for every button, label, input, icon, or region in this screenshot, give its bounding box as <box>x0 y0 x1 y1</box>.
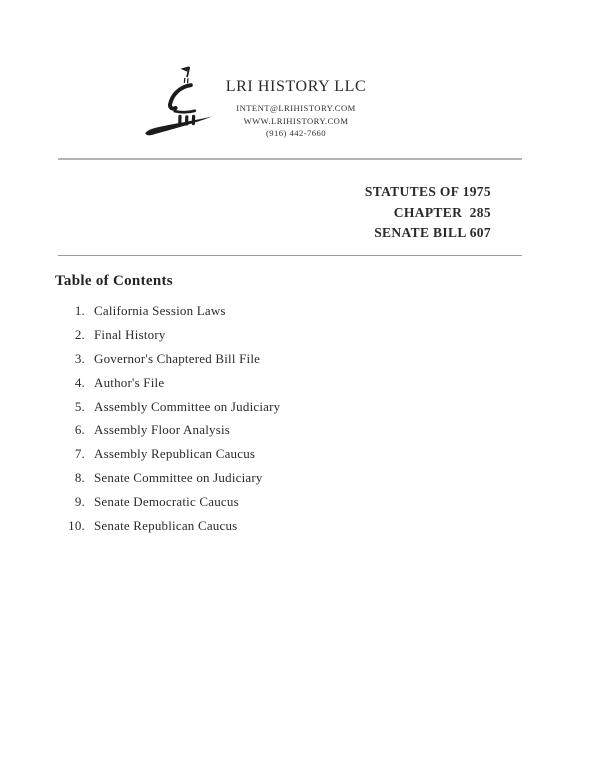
company-phone: (916) 442-7660 <box>265 128 326 139</box>
toc-item-label: Senate Committee on Judiciary <box>94 470 263 486</box>
toc-item <box>54 351 474 375</box>
company-name: LRI HISTORY LLC <box>225 78 367 95</box>
toc-item-number: 1. <box>74 303 85 318</box>
toc-item <box>54 470 474 494</box>
reference-divider <box>58 255 522 256</box>
toc-item-number: 6. <box>74 422 85 438</box>
toc-list <box>54 303 474 542</box>
toc-item <box>54 303 474 327</box>
toc-item-number: 5. <box>74 398 85 414</box>
header-contact-block <box>216 78 376 140</box>
statutes-of-line: STATUTES OF 1975 <box>364 184 491 199</box>
header-divider <box>58 158 522 160</box>
toc-item-number: 9. <box>74 494 85 510</box>
toc-item-label: Final History <box>94 326 166 342</box>
toc-item-label: Senate Republican Caucus <box>94 518 238 534</box>
toc-item-label: California Session Laws <box>94 303 226 318</box>
toc-item-label: Governor's Chaptered Bill File <box>94 350 261 366</box>
capitol-dome-logo-icon <box>138 62 218 142</box>
toc-item <box>54 327 474 351</box>
toc-item <box>54 399 474 423</box>
toc-item-label: Assembly Committee on Judiciary <box>94 398 281 414</box>
toc-item <box>54 494 474 518</box>
company-website: WWW.LRIHISTORY.COM <box>243 115 349 126</box>
chapter-line: CHAPTER 285 <box>393 204 491 220</box>
toc-item-number: 7. <box>74 446 85 462</box>
toc-item-number: 2. <box>74 326 85 342</box>
toc-item <box>54 446 474 470</box>
toc-item <box>54 518 474 542</box>
toc-item <box>54 375 474 399</box>
toc-item-label: Author's File <box>94 374 165 390</box>
senate-bill-line: SENATE BILL 607 <box>374 225 491 240</box>
toc-item-label: Assembly Floor Analysis <box>94 422 231 438</box>
toc-heading: Table of Contents <box>55 273 173 289</box>
toc-item <box>54 422 474 446</box>
statute-reference-block <box>365 182 491 244</box>
toc-item-number: 4. <box>74 374 85 390</box>
toc-item-number: 3. <box>74 350 85 366</box>
toc-item-number: 10. <box>68 518 85 534</box>
toc-item-label: Senate Democratic Caucus <box>94 494 239 510</box>
toc-item-label: Assembly Republican Caucus <box>94 446 256 462</box>
company-email: INTENT@LRIHISTORY.COM <box>236 103 356 113</box>
toc-item-number: 8. <box>74 470 85 486</box>
